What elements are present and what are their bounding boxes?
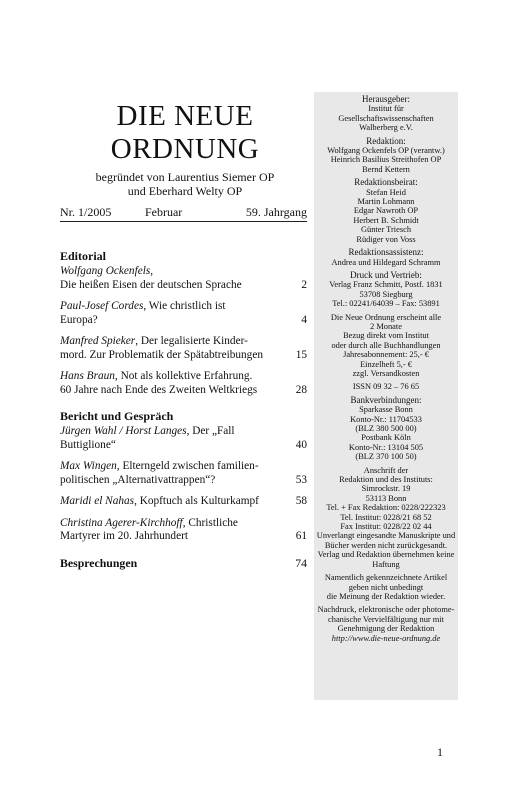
imprint-line: Unverlangt eingesandte Manuskripte und [316,531,456,541]
toc-entry-author: Paul-Josef Cordes [60,300,144,312]
imprint-block [314,271,458,309]
imprint-line: Konto-Nr.: 11704533 [350,414,422,424]
imprint-line: Genehmigung der Redaktion [337,624,435,634]
imprint-line: Institut für [368,104,404,114]
imprint-block [314,178,458,244]
toc-entry-page: 61 [295,530,307,542]
imprint-line: Nachdruck, elektronische oder photome- [317,605,455,615]
imprint-sidebar [314,92,458,700]
toc-entry-line [60,474,277,488]
imprint-line: Konto-Nr.: 13104 505 [348,442,424,452]
imprint-line: Tel. + Fax Redaktion: 0228/222323 [326,503,446,513]
toc-entry-line [60,460,277,474]
toc-entry-line [60,314,277,328]
imprint-block [314,137,458,175]
imprint-line: Gesellschaftswissenschaften [338,113,434,123]
imprint-line: Anschrift der [363,465,409,475]
toc-entry-line [60,335,277,349]
imprint-line: Bernd Kettern [362,164,410,174]
toc-reviews-page: 74 [295,555,307,570]
imprint-line: Heinrich Basilius Streithofen OP [330,155,442,165]
toc-entry-title-text: Europa? [60,313,98,326]
toc-entry-title-text: Buttiglione“ [60,438,116,451]
imprint-line: geben nicht unbedingt [348,582,424,592]
toc-entry [60,517,307,544]
founder-line-1: begründet von Laurentius Siemer OP [95,170,275,184]
imprint-block [314,95,458,133]
imprint-line: Sparkasse Bonn [359,405,413,415]
toc-entry-title-text: , [150,265,154,277]
journal-title-line-1: DIE NEUE [116,100,254,132]
toc-entry-page: 2 [301,278,307,291]
toc-entry-author: Manfred Spieker [60,335,136,347]
toc-entry-title-text: , Der legalisierte Kinder- [135,335,248,347]
toc-entry-line [60,495,277,509]
toc-entry-page: 53 [295,473,307,486]
toc-entry-line [60,517,277,531]
toc-entry-author: Christina Agerer-Kirchhoff [60,516,183,529]
table-of-contents [60,249,307,570]
imprint-line: chanische Vervielfältigung nur mit [328,614,444,624]
imprint-block [314,605,458,643]
imprint-heading: Redaktion: [366,135,406,146]
toc-entry-author: Jürgen Wahl / Horst Langes [60,425,187,437]
header-rule [60,221,307,222]
imprint-line: Günter Triesch [360,225,412,235]
imprint-line: Simrockstr. 19 [361,484,411,494]
imprint-line: (BLZ 380 500 00) [355,424,417,433]
imprint-line: Walberberg e.V. [359,123,413,133]
toc-entry-line [60,439,277,453]
toc-entry [60,265,307,292]
imprint-line: Andrea und Hildegard Schramm [331,257,441,267]
imprint-heading: Herausgeber: [362,94,410,104]
imprint-line: Verlag und Redaktion übernehmen keine [317,550,455,560]
toc-entry-author: Maridi el Nahas [60,495,135,507]
toc-entry-title-text: , Elterngeld zwischen familien- [116,460,259,472]
imprint-line: ISSN 09 32 – 76 65 [352,382,420,392]
issue-line [60,205,307,220]
toc-entry [60,335,307,362]
imprint-line: Namentlich gekennzeichnete Artikel [324,573,448,583]
toc-entry-line [60,349,277,363]
imprint-line: Wolfgang Ockenfels OP (verantw.) [327,146,445,156]
toc-entry-line [60,530,277,544]
toc-entry-title-text: , Christliche [182,516,238,529]
toc-entry-page: 4 [301,313,307,326]
toc-entry-line [60,425,277,439]
founder-line-2: und Eberhard Welty OP [127,184,243,198]
issue-month: Februar [144,205,183,219]
toc-entry-line [60,279,277,293]
imprint-heading: Redaktionsassistenz: [348,247,424,258]
imprint-line: Stefan Heid [366,187,406,197]
imprint-line: Haftung [372,559,400,569]
imprint-heading: Druck und Vertrieb: [350,269,422,280]
toc-entry-line [60,384,277,398]
imprint-line: Einzelheft 5,- € [360,359,412,369]
imprint-line: zzgl. Versandkosten [352,368,420,378]
imprint-block [314,396,458,462]
imprint-line: Bücher werden nicht zurückgesandt. [324,540,448,550]
imprint-line: Edgar Nawroth OP [353,206,419,216]
journal-title-line-2: ORDNUNG [110,133,260,165]
toc-entry-title-text: politischen „Alternativattrappen“? [60,473,216,486]
imprint-line: Rüdiger von Voss [356,234,416,244]
imprint-heading: Redaktionsbeirat: [354,177,418,188]
imprint-line: Martin Lohmann [357,197,415,207]
imprint-line: Jahresabonnement: 25,- € [343,350,429,360]
toc-section-heading: Bericht und Gespräch [60,409,174,423]
imprint-line: 53708 Siegburg [359,289,413,299]
imprint-block [314,382,458,391]
imprint-line: Redaktion und des Instituts: [339,475,433,485]
imprint-line: Tel. Institut: 0228/21 68 52 [340,512,432,522]
toc-entry-author: Wolfgang Ockenfels [60,265,151,277]
toc-entry-title-text: Die heißen Eisen der deutschen Sprache [60,278,242,291]
toc-entry-title-text: , Kopftuch als Kulturkampf [134,495,259,507]
imprint-line: oder durch alle Buchhandlungen [331,340,441,350]
toc-entry-title-text: , Wie christlich ist [143,300,226,312]
toc-entry-page: 58 [295,495,307,507]
issue-number: Nr. 1/2005 [60,205,112,219]
toc-entry [60,425,307,452]
imprint-line: Verlag Franz Schmitt, Postf. 1831 [329,280,443,290]
imprint-line: Bezug direkt vom Institut [343,331,429,341]
toc-entry-title-text: Martyrer im 20. Jahrhundert [60,530,188,542]
imprint-line: (BLZ 370 100 50) [355,452,417,462]
toc-entry-title-text: , Der „Fall [186,425,235,437]
toc-reviews [60,556,307,570]
imprint-block [314,248,458,267]
imprint-line: die Meinung der Redaktion wieder. [326,591,446,601]
toc-entry-title-text: 60 Jahre nach Ende des Zweiten Weltkriegs [60,383,258,396]
toc-entry-title-text: , Not als kollektive Erfahrung. [114,370,253,382]
toc-entry-line [60,370,277,384]
toc-entry-line [60,300,277,314]
toc-section-heading: Editorial [60,249,107,263]
toc-entry [60,300,307,327]
page-number: 1 [437,745,443,759]
toc-entry [60,370,307,397]
imprint-line: Postbank Köln [361,433,411,443]
imprint-line: Tel.: 02241/64039 – Fax: 53891 [332,299,440,309]
imprint-block [314,573,458,601]
toc-entry-line [60,265,277,279]
toc-reviews-label: Besprechungen [60,555,138,570]
toc-entry-title-text: mord. Zur Problematik der Spätabtreibungen [60,348,263,361]
toc-entry-author: Hans Braun [60,370,115,382]
issue-volume: 59. Jahrgang [245,205,307,219]
toc-entry [60,460,307,487]
imprint-line: Fax Institut: 0228/22 02 44 [340,522,432,532]
imprint-line: Die Neue Ordnung erscheint alle [330,312,442,322]
imprint-line: 53113 Bonn [365,493,407,503]
toc-entry-page: 28 [295,383,307,396]
imprint-line: 2 Monate [370,321,402,331]
toc-entry-page: 40 [295,438,307,451]
imprint-url: http://www.die-neue-ordnung.de [331,633,441,643]
toc-entry-page: 15 [295,348,307,361]
toc-entry [60,495,307,509]
toc-entry-author: Max Wingen [60,460,117,472]
imprint-heading: Bankverbindungen: [350,394,422,405]
imprint-block [314,466,458,569]
imprint-line: Herbert B. Schmidt [353,215,419,225]
imprint-block [314,313,458,379]
